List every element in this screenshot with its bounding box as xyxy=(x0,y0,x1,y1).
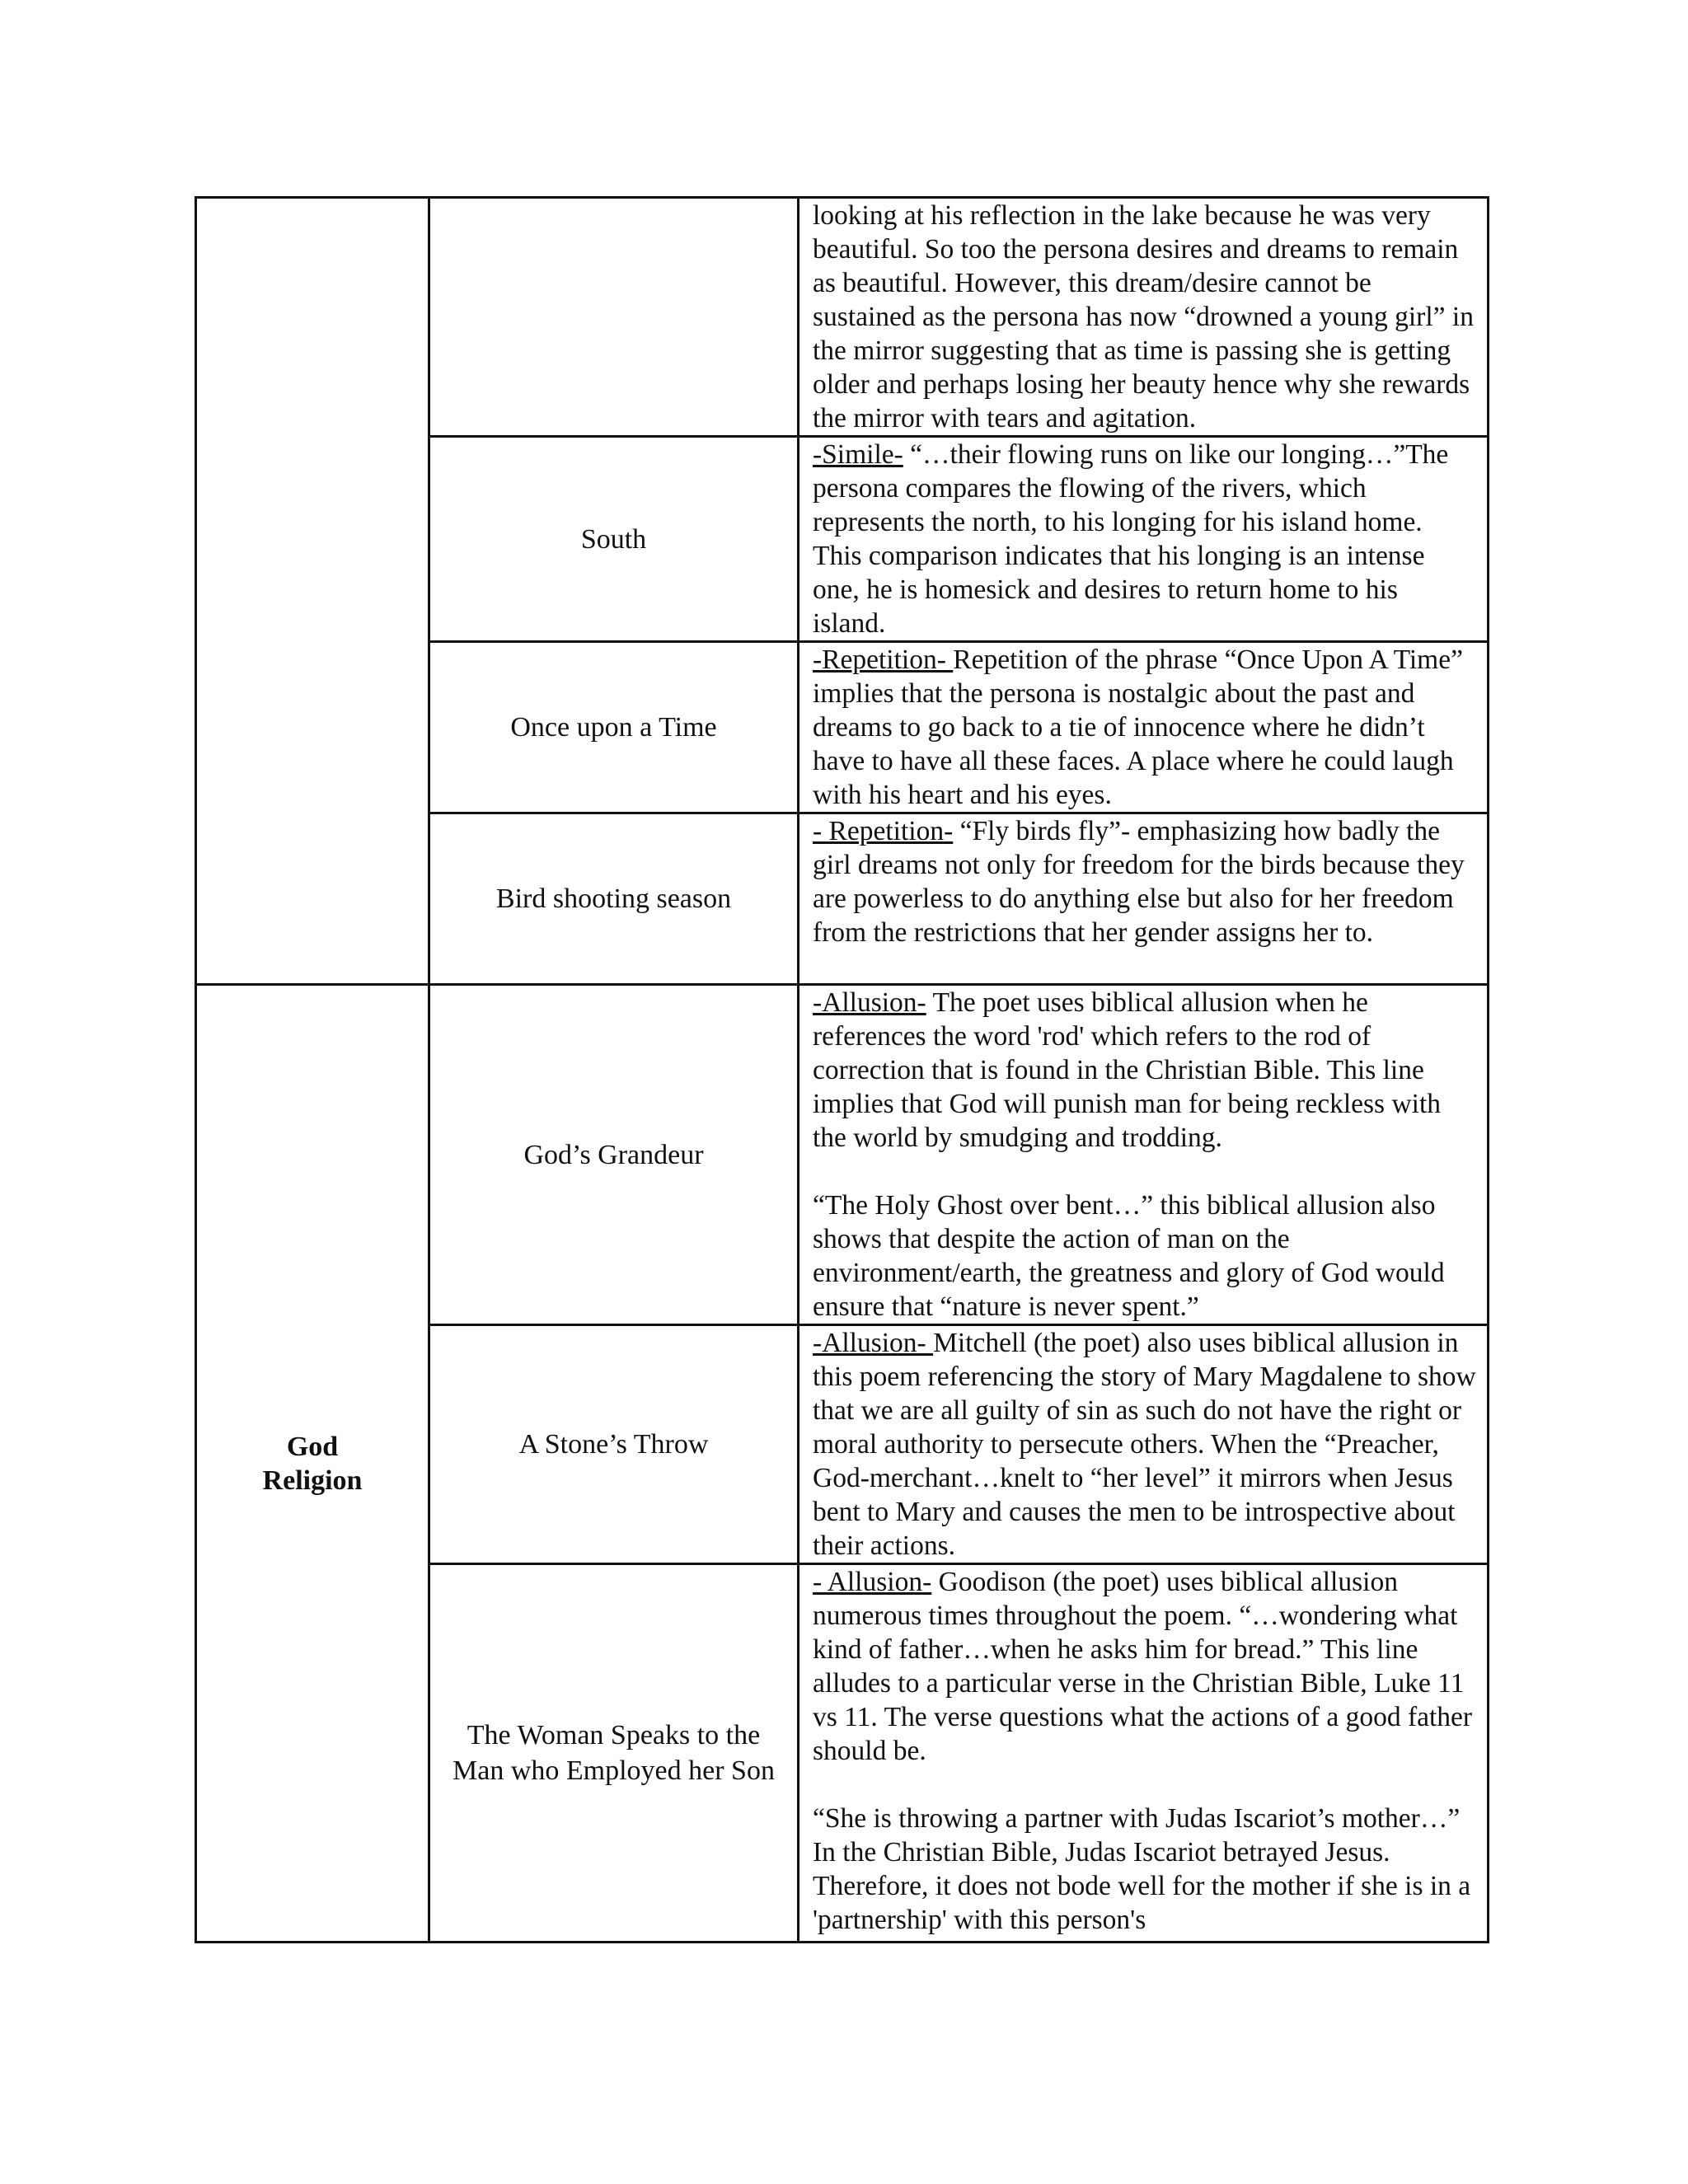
poem-title-cell: A Stone’s Throw xyxy=(429,1325,799,1564)
analysis-cell xyxy=(799,642,1489,813)
analysis-cell xyxy=(799,1325,1489,1564)
analysis-cell xyxy=(799,813,1489,985)
analysis-text: “She is throwing a partner with Judas Iscariot’s mother…” In the Christian Bible, Judas Iscariot betrayed Jesus. Therefore, it does not bode well for the mother if she is in a 'partnership' with this person's xyxy=(813,1803,1471,1935)
analysis-paragraph xyxy=(813,1802,1477,1937)
literary-device-label: -Allusion- xyxy=(813,987,926,1018)
analysis-paragraph xyxy=(813,1565,1477,1768)
analysis-cell xyxy=(799,985,1489,1325)
analysis-text: Repetition of the phrase “Once Upon A Time” implies that the persona is nostalgic about the past and dreams to go back to a tie of innocence where he didn’t have to have all these faces. A place where he could laugh with his heart and his eyes. xyxy=(813,644,1463,810)
poem-title-cell xyxy=(429,198,799,437)
poem-title-cell: Once upon a Time xyxy=(429,642,799,813)
analysis-text: “Fly birds fly”- emphasizing how badly the girl dreams not only for freedom for the birds because they are powerless to do anything else but also for her freedom from the restrictions that her gender assigns her to. xyxy=(813,816,1465,948)
literary-device-label: -Repetition- xyxy=(813,644,954,675)
table-row xyxy=(196,198,1489,437)
analysis-paragraph xyxy=(813,438,1477,640)
theme-cell xyxy=(196,985,429,1943)
analysis-paragraph xyxy=(813,1188,1477,1324)
analysis-table xyxy=(195,196,1489,1943)
literary-device-label: -Allusion- xyxy=(813,1328,934,1358)
analysis-cell xyxy=(799,1564,1489,1943)
analysis-text: looking at his reflection in the lake because he was very beautiful. So too the persona desires and dreams to remain as beautiful. However, this dream/desire cannot be sustained as the persona has now “drowned a young girl” in the mirror suggesting that as time is passing she is getting older and perhaps losing her beauty hence why she rewards the mirror with tears and agitation. xyxy=(813,200,1474,434)
analysis-text: The poet uses biblical allusion when he references the word 'rod' which refers to the rod of correction that is found in the Christian Bible. This line implies that God will punish man for being reckless with the world by smudging and trodding. xyxy=(813,987,1442,1153)
literary-device-label: -Simile- xyxy=(813,439,903,470)
analysis-text: “…their flowing runs on like our longing…”The persona compares the flowing of the rivers, which represents the north, to his longing for his island home. This comparison indicates that his longing is an intense one, he is homesick and desires to return home to his island. xyxy=(813,439,1449,639)
poem-title-cell: Bird shooting season xyxy=(429,813,799,985)
literary-device-label: - Repetition- xyxy=(813,816,954,846)
analysis-text: Goodison (the poet) uses biblical allusion numerous times throughout the poem. “…wondering what kind of father…when he asks him for bread.” This line alludes to a particular verse in the Christian Bible, Luke 11 vs 11. The verse questions what the actions of a good father should be. xyxy=(813,1567,1473,1766)
analysis-paragraph xyxy=(813,1326,1477,1563)
poem-title-cell: God’s Grandeur xyxy=(429,985,799,1325)
analysis-cell xyxy=(799,437,1489,642)
analysis-paragraph xyxy=(813,199,1477,435)
analysis-text: Mitchell (the poet) also uses biblical allusion in this poem referencing the story of Mary Magdalene to show that we are all guilty of sin as such do not have the right or moral authority to persecute others. When the “Preacher, God-merchant…knelt to “her level” it mirrors when Jesus bent to Mary and causes the men to be introspective about their actions. xyxy=(813,1328,1476,1561)
analysis-cell xyxy=(799,198,1489,437)
analysis-paragraph xyxy=(813,814,1477,949)
analysis-paragraph xyxy=(813,643,1477,812)
table-row xyxy=(196,985,1489,1325)
analysis-paragraph xyxy=(813,986,1477,1155)
literary-device-label: - Allusion- xyxy=(813,1567,932,1597)
theme-label: God xyxy=(286,1431,339,1462)
poem-title-cell: The Woman Speaks to the Man who Employed her Son xyxy=(429,1564,799,1943)
theme-cell xyxy=(196,198,429,985)
poem-title-cell: South xyxy=(429,437,799,642)
analysis-text: “The Holy Ghost over bent…” this biblical allusion also shows that despite the action of man on the environment/earth, the greatness and glory of God would ensure that “nature is never spent.” xyxy=(813,1190,1445,1322)
theme-label: Religion xyxy=(262,1465,363,1496)
